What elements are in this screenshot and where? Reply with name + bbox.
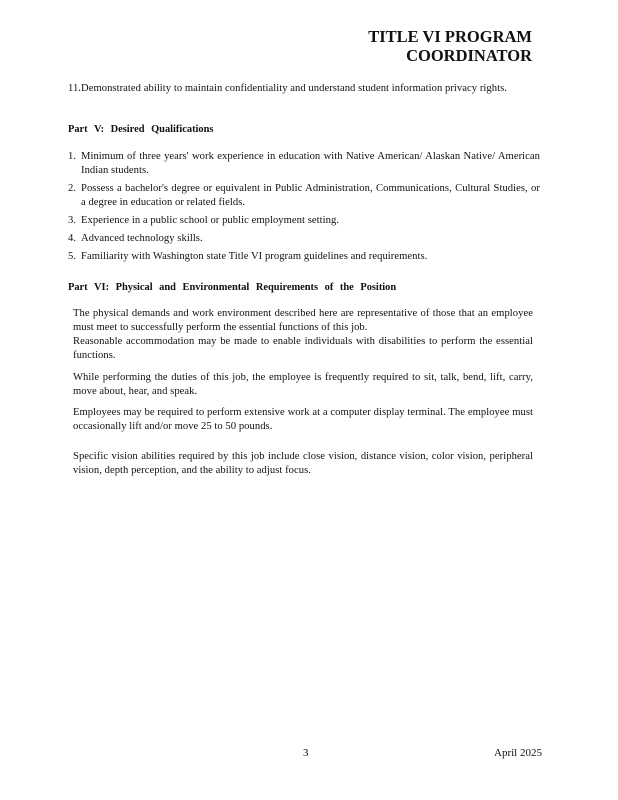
list-item-number: 4. <box>68 233 77 244</box>
previous-qualifications-list <box>68 82 540 96</box>
list-item-number: 1. <box>68 151 77 162</box>
list-item-text: Demonstrated ability to maintain confidentiality and understand student information privacy rights. <box>81 83 507 94</box>
list-item <box>68 250 540 264</box>
paragraph-reasonable-accommodation: Reasonable accommodation may be made to enable individuals with disabilities to perform the essential functions. <box>73 336 533 361</box>
list-item-text: Experience in a public school or public employment setting. <box>81 215 340 226</box>
list-item-number: 2. <box>68 183 77 194</box>
list-item <box>68 182 540 210</box>
document-title <box>368 27 532 65</box>
title-line-1: TITLE VI PROGRAM <box>368 27 532 46</box>
paragraph-computer-work: Employees may be required to perform extensive work at a computer display terminal. The employee must occasionally lift and/or move 25 to 50 pounds. <box>73 407 533 432</box>
page-number: 3 <box>303 747 309 759</box>
list-item-number: 5. <box>68 251 77 262</box>
list-item-text: Familiarity with Washington state Title VI program guidelines and requirements. <box>81 251 428 262</box>
list-item-text: Possess a bachelor's degree or equivalent in Public Administration, Communications, Cultural Studies, or a degree in education or related fields. <box>81 183 540 208</box>
list-item <box>68 150 540 178</box>
list-item <box>68 232 540 246</box>
list-item <box>68 214 540 228</box>
list-item <box>68 82 540 96</box>
footer-date: April 2025 <box>494 747 542 759</box>
part-5-heading: Part V: Desired Qualifications <box>68 124 214 135</box>
part-6-heading: Part VI: Physical and Environmental Requirements of the Position <box>68 282 397 293</box>
list-item-number: 11. <box>68 83 81 94</box>
list-item-text: Minimum of three years' work experience in education with Native American/ Alaskan Native/ American Indian students. <box>81 151 540 176</box>
desired-qualifications-list <box>68 150 540 264</box>
paragraph-vision: Specific vision abilities required by this job include close vision, distance vision, color vision, peripheral vision, depth perception, and the ability to adjust focus. <box>73 451 533 476</box>
list-item-number: 3. <box>68 215 77 226</box>
paragraph-duties: While performing the duties of this job, the employee is frequently required to sit, talk, bend, lift, carry, move about, hear, and speak. <box>73 372 533 397</box>
paragraph-physical-demands: The physical demands and work environment described here are representative of those that an employee must meet to successfully perform the essential functions of this job. <box>73 308 533 333</box>
title-line-2: COORDINATOR <box>406 46 532 65</box>
list-item-text: Advanced technology skills. <box>81 233 203 244</box>
